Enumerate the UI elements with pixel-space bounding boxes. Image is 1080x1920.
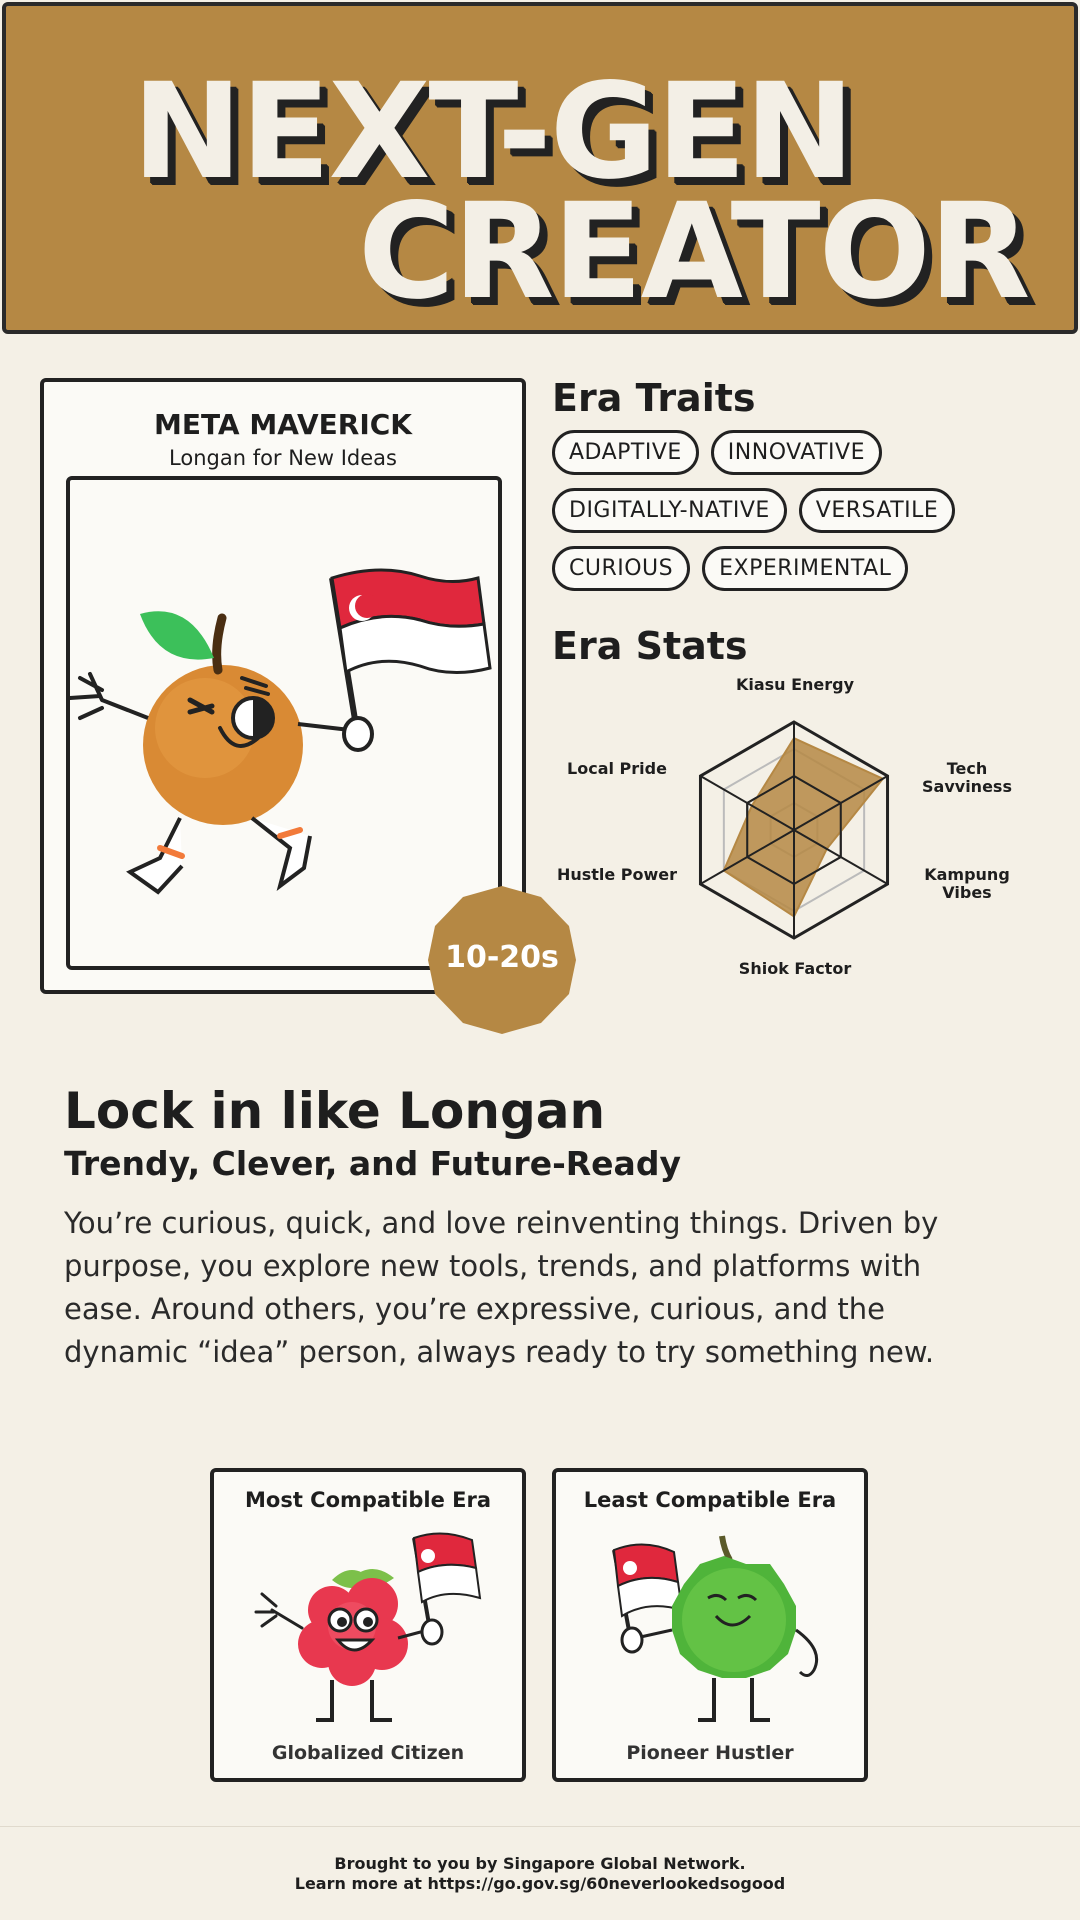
card-title: META MAVERICK — [154, 408, 412, 441]
trait-pill: CURIOUS — [552, 546, 690, 591]
traits-heading: Era Traits — [552, 376, 756, 420]
description-headline: Lock in like Longan — [64, 1082, 606, 1140]
radar-axis-label: Local Pride — [567, 759, 667, 778]
title-line-1: NEXT-GEN — [132, 55, 853, 209]
radar-axis-label: Kampung Vibes — [924, 865, 1010, 902]
radar-axis-label: Kiasu Energy — [735, 675, 855, 694]
footer-link[interactable]: Learn more at https://go.gov.sg/60neverlookedsogood — [294, 1874, 786, 1893]
least-compatible-name: Pioneer Hustler — [626, 1742, 794, 1764]
trait-pill: INNOVATIVE — [711, 430, 882, 475]
trait-pill: EXPERIMENTAL — [702, 546, 908, 591]
title-line-2: CREATOR — [358, 175, 1029, 329]
radar-axis-label: Tech Savviness — [922, 759, 1012, 796]
radar-axis-label: Shiok Factor — [738, 959, 852, 978]
header-banner — [2, 2, 1078, 334]
description-subhead: Trendy, Clever, and Future-Ready — [64, 1144, 681, 1183]
most-compatible-name: Globalized Citizen — [271, 1742, 465, 1764]
most-compatible-heading: Most Compatible Era — [245, 1488, 491, 1512]
age-badge-label: 10-20s — [445, 940, 559, 975]
raspberry-character-icon — [232, 1520, 512, 1740]
stats-heading: Era Stats — [552, 624, 748, 668]
trait-pill: ADAPTIVE — [552, 430, 699, 475]
durian-character-icon — [574, 1520, 854, 1740]
least-compatible-heading: Least Compatible Era — [583, 1488, 837, 1512]
traits-list — [552, 430, 1052, 604]
footer-divider — [0, 1826, 1080, 1827]
footer-line-1: Brought to you by Singapore Global Network. — [334, 1854, 746, 1873]
least-compatible-card — [552, 1468, 868, 1782]
trait-pill: VERSATILE — [799, 488, 956, 533]
card-subtitle: Longan for New Ideas — [169, 446, 397, 470]
most-compatible-card — [210, 1468, 526, 1782]
trait-pill: DIGITALLY-NATIVE — [552, 488, 787, 533]
stats-radar-chart — [552, 670, 1072, 1010]
description-body: You’re curious, quick, and love reinventing things. Driven by purpose, you explore new tools, trends, and platforms with ease. Around others, you’re expressive, curious, and the dynamic “idea” person, always ready to try something new. — [64, 1206, 939, 1369]
radar-axis-label: Hustle Power — [556, 865, 678, 884]
